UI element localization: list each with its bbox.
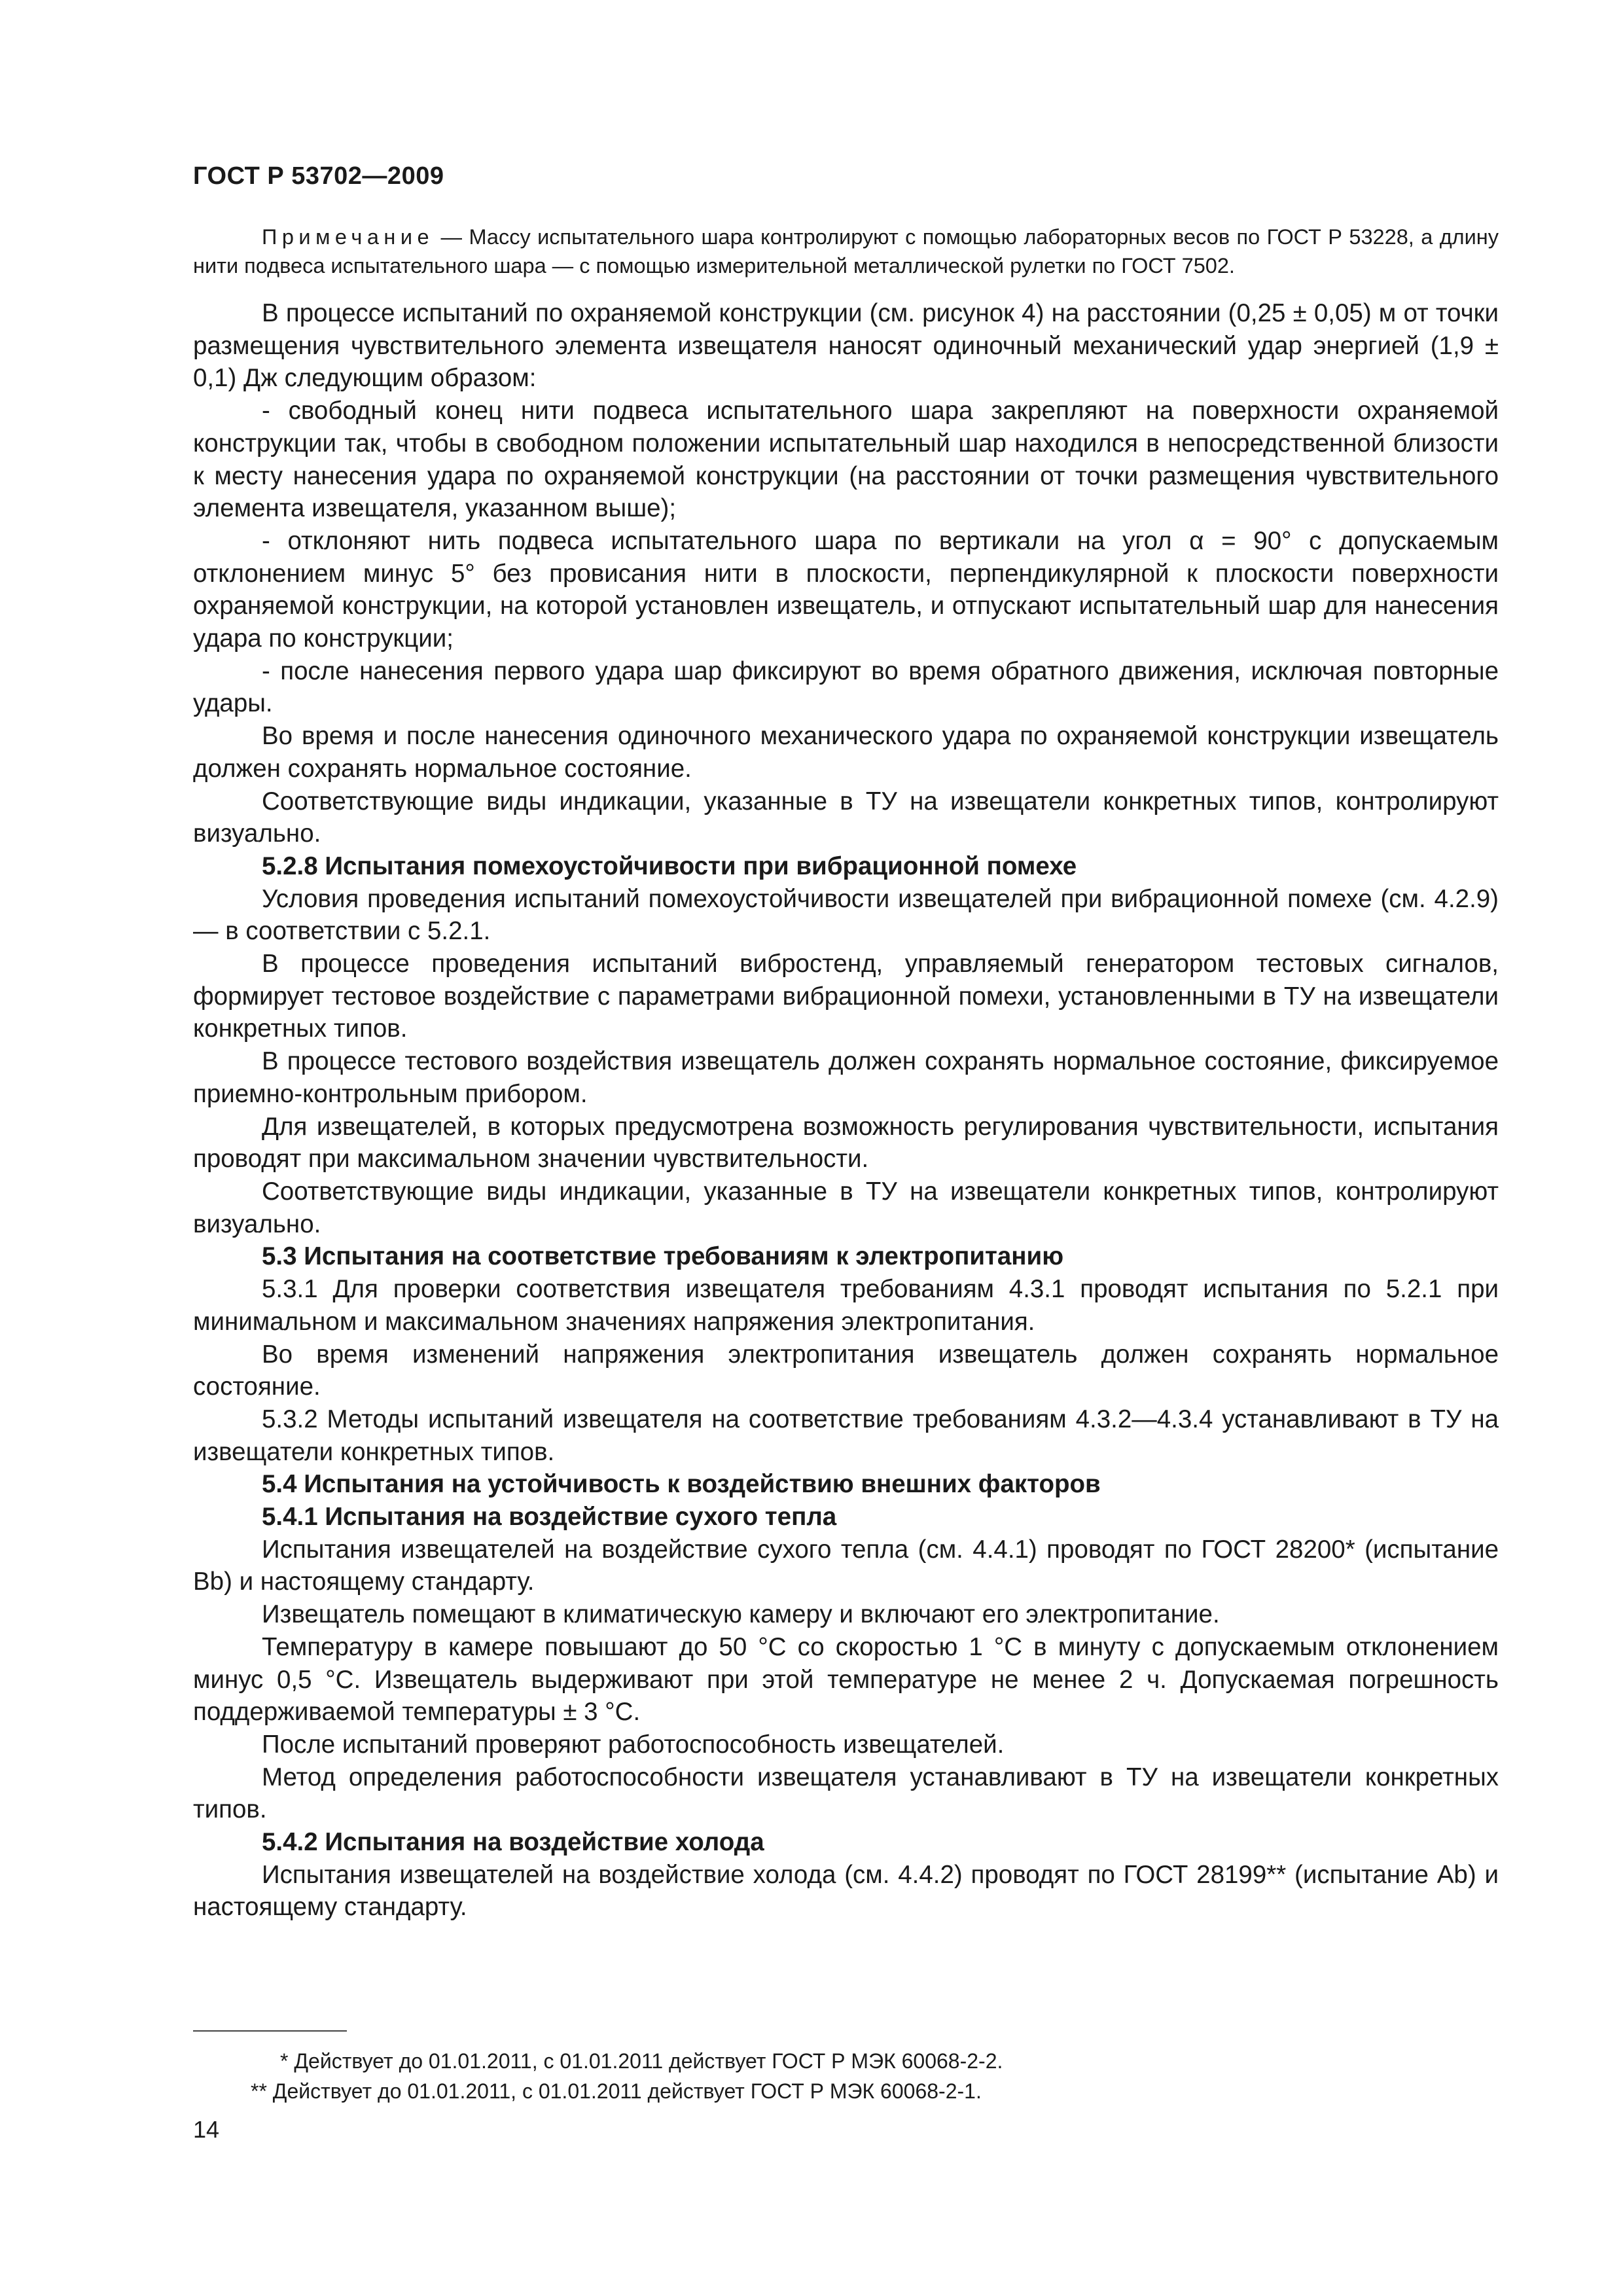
note-text: — Массу испытательного шара контролируют с помощью лабораторных весов по ГОСТ Р 53228, а длину нити подвеса испытательного шара — с помощью измерительной металлической рулетки по ГОСТ 7502. [193,225,1499,278]
body-paragraph: 5.3.1 Для проверки соответствия извещателя требованиям 4.3.1 проводят испытания по 5.2.1 при минимальном и максимальном значениях напряжения электропитания. [193,1275,1499,1336]
body-paragraph: Во время и после нанесения одиночного механического удара по охраняемой конструкции извещатель должен сохранять нормальное состояние. [193,722,1499,783]
note-paragraph [193,223,1499,280]
section-heading: 5.4.1 Испытания на воздействие сухого тепла [262,1503,837,1532]
body-paragraph: В процессе тестового воздействия извещатель должен сохранять нормальное состояние, фиксируемое приемно-контрольным прибором. [193,1047,1499,1108]
body-paragraph: Соответствующие виды индикации, указанные в ТУ на извещатели конкретных типов, контролируют визуально. [193,787,1499,848]
page-number: 14 [193,2116,220,2143]
document-header: ГОСТ Р 53702—2009 [193,162,444,190]
footnotes [193,2046,1499,2106]
body-paragraph: Метод определения работоспособности извещателя устанавливают в ТУ на извещатели конкретных типов. [193,1763,1499,1824]
paragraph-list [193,297,1499,1924]
section-heading: 5.4 Испытания на устойчивость к воздействию внешних факторов [262,1470,1101,1499]
body-paragraph: Извещатель помещают в климатическую камеру и включают его электропитание. [262,1600,1220,1629]
footnote-1: * Действует до 01.01.2011, с 01.01.2011 действует ГОСТ Р МЭК 60068-2-2. [280,2049,1003,2073]
section-heading: 5.4.2 Испытания на воздействие холода [262,1828,764,1857]
body-paragraph: После испытаний проверяют работоспособность извещателей. [262,1730,1005,1759]
body-paragraph: Условия проведения испытаний помехоустойчивости извещателей при вибрационной помехе (см. 4.2.9) — в соответствии с 5.2.1. [193,884,1499,946]
body-paragraph: В процессе испытаний по охраняемой конструкции (см. рисунок 4) на расстоянии (0,25 ± 0,05) м от точки размещения чувствительного элемента извещателя наносят одиночный механический удар энергией (1,9 ± 0,1) Дж следующим образом: [193,299,1499,393]
section-heading: 5.2.8 Испытания помехоустойчивости при вибрационной помехе [262,852,1077,880]
note-label: Примечание [262,225,435,249]
body-paragraph: Во время изменений напряжения электропитания извещатель должен сохранять нормальное состояние. [193,1340,1499,1401]
section-heading: 5.3 Испытания на соответствие требованиям к электропитанию [262,1242,1064,1271]
body-paragraph: - после нанесения первого удара шар фиксируют во время обратного движения, исключая повторные удары. [193,656,1499,718]
body-paragraph: Температуру в камере повышают до 50 °С со скоростью 1 °С в минуту с допускаемым отклонением минус 0,5 °С. Извещатель выдерживают при этой температуре не менее 2 ч. Допускаемая погрешность поддерживаемой температуры ± 3 °С. [193,1632,1499,1727]
body-paragraph: Для извещателей, в которых предусмотрена возможность регулирования чувствительности, испытания проводят при максимальном значении чувствительности. [193,1112,1499,1174]
body-paragraph: - свободный конец нити подвеса испытательного шара закрепляют на поверхности охраняемой конструкции так, чтобы в свободном положении испытательный шар находился в непосредственной близости к месту нанесения удара по охраняемой конструкции (на расстоянии от точки размещения чувствительного элемента извещателя, указанном выше); [193,397,1499,523]
body-paragraph: В процессе проведения испытаний вибростенд, управляемый генератором тестовых сигналов, формирует тестовое воздействие с параметрами вибрационной помехи, установленными в ТУ на извещатели конкретных типов. [193,950,1499,1043]
body-paragraph: 5.3.2 Методы испытаний извещателя на соответствие требованиям 4.3.2—4.3.4 устанавливают в ТУ на извещатели конкретных типов. [193,1405,1499,1466]
footnote-separator [193,2030,347,2032]
body-paragraph: Соответствующие виды индикации, указанные в ТУ на извещатели конкретных типов, контролируют визуально. [193,1177,1499,1238]
body-paragraph: Испытания извещателей на воздействие холода (см. 4.4.2) проводят по ГОСТ 28199** (испытание Ab) и настоящему стандарту. [193,1860,1499,1922]
document-body [193,223,1499,1924]
footnote-2: ** Действует до 01.01.2011, с 01.01.2011 действует ГОСТ Р МЭК 60068-2-1. [251,2079,982,2103]
body-paragraph: Испытания извещателей на воздействие сухого тепла (см. 4.4.1) проводят по ГОСТ 28200* (испытание Bb) и настоящему стандарту. [193,1535,1499,1596]
body-paragraph: - отклоняют нить подвеса испытательного шара по вертикали на угол α = 90° с допускаемым отклонением минус 5° без провисания нити в плоскости, перпендикулярной к плоскости поверхности охраняемой конструкции, на которой установлен извещатель, и отпускают испытательный шар для нанесения удара по конструкции; [193,526,1499,653]
